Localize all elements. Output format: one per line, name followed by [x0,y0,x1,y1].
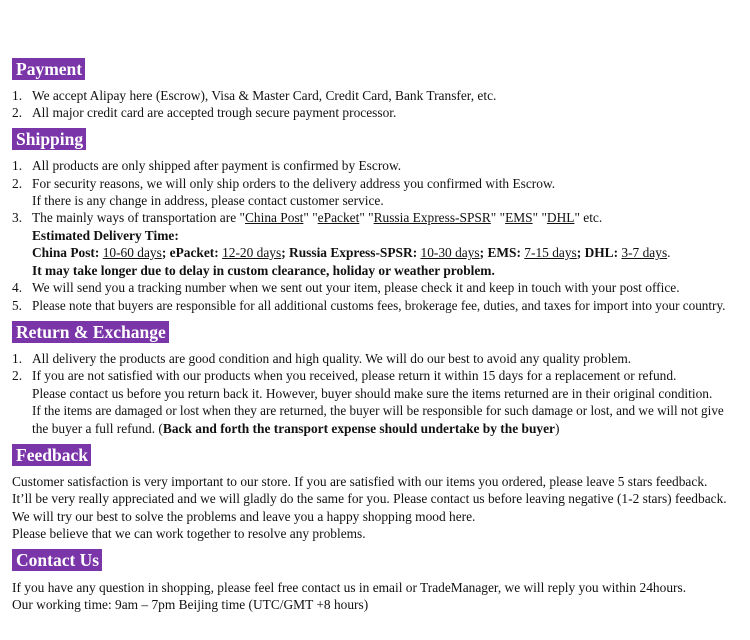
list-number: 1. [12,88,23,103]
separator: " " [303,210,318,225]
list-text: If there is any change in address, please contact customer service. [32,193,384,208]
plain-text: ) [554,421,560,436]
carrier-dhl: DHL [546,210,575,225]
list-text [32,420,559,437]
list-text: If you are not satisfied with our products when you received, please return it within 15 days for a replacement or refund. [32,368,677,383]
intro-text: The mainly ways of transportation are " [32,210,245,225]
contact-text: If you have any question in shopping, please feel free contact us in email or TradeManager, we will reply you within 24hours. [12,580,687,595]
shipping-header: Shipping [12,128,86,150]
separator: " " [532,210,547,225]
delay-note-text: It may take longer due to delay in custom clearance, holiday or weather problem. [32,263,495,278]
estimated-title-text: Estimated Delivery Time: [32,228,179,243]
return-exchange-header: Return & Exchange [12,321,169,343]
carrier-name: China Post [32,245,95,260]
list-number: 2. [12,176,23,191]
working-time-text: Our working time: 9am – 7pm Beijing time (UTC/GMT +8 hours) [12,597,369,612]
contact-us-header: Contact Us [12,549,102,571]
carrier-name: ePacket [169,245,215,260]
list-text: We accept Alipay here (Escrow), Visa & Master Card, Credit Card, Bank Transfer, etc. [32,88,497,103]
list-number: 1. [12,351,23,366]
list-text: We will send you a tracking number when we sent out your item, please check it and keep in touch with your post office. [32,280,680,295]
carrier-days: 3-7 days [621,245,668,260]
carrier-name: EMS [487,245,517,260]
carrier-days: 10-60 days [102,245,162,260]
carrier-days: 12-20 days [222,245,282,260]
list-text: Please note that buyers are responsible for all additional customs fees, brokerage fee, duties, and taxes for import into your country. [32,298,726,313]
feedback-header: Feedback [12,444,91,466]
list-number: 5. [12,298,22,313]
payment-header: Payment [12,58,85,80]
list-text: Please contact us before you return back it. However, buyer should make sure the items returned are in their original condition. [32,386,713,401]
list-number: 1. [12,158,23,173]
carrier-ems: EMS [505,210,533,225]
feedback-text: It’ll be very really appreciated and we will gladly do the same for you. Please contact us before leaving negative (1-2 stars) feedback. [12,491,727,506]
list-number: 3. [12,210,23,225]
carrier-days: 7-15 days [524,245,577,260]
list-text [32,209,602,226]
carrier-name: DHL [584,245,614,260]
list-number: 4. [12,280,23,295]
carrier-days: 10-30 days [420,245,480,260]
separator: " " [359,210,374,225]
list-number: 2. [12,368,23,383]
tail-text: " etc. [574,210,603,225]
list-text: All delivery the products are good condition and high quality. We will do our best to avoid any quality problem. [32,351,632,366]
bold-note: Back and forth the transport expense should undertake by the buyer [162,421,555,436]
list-text: If the items are damaged or lost when they are returned, the buyer will be responsible for such damage or lost, and we will not give [32,403,724,418]
carrier-epacket: ePacket [317,210,360,225]
list-number: 2. [12,105,23,120]
carrier-russia-express: Russia Express-SPSR [373,210,491,225]
carrier-china-post: China Post [244,210,304,225]
list-text: All major credit card are accepted trough secure payment processor. [32,105,397,120]
list-text: For security reasons, we will only ship orders to the delivery address you confirmed with Escrow. [32,176,556,191]
feedback-text: Please believe that we can work together to resolve any problems. [12,526,366,541]
delivery-times: China Post: 10-60 days; ePacket: 12-20 days; Russia Express-SPSR: 10-30 days; EMS: 7-15 days; DHL: 3-7 days. [32,245,671,260]
plain-text: the buyer a full refund. ( [32,421,163,436]
carrier-name: Russia Express-SPSR [289,245,413,260]
feedback-text: We will try our best to solve the problems and leave you a happy shopping mood here. [12,509,476,524]
separator: " " [490,210,506,225]
list-text: All products are only shipped after payment is confirmed by Escrow. [32,158,402,173]
feedback-text: Customer satisfaction is very important to our store. If you are satisfied with our items you ordered, please leave 5 stars feedback. [12,474,708,489]
